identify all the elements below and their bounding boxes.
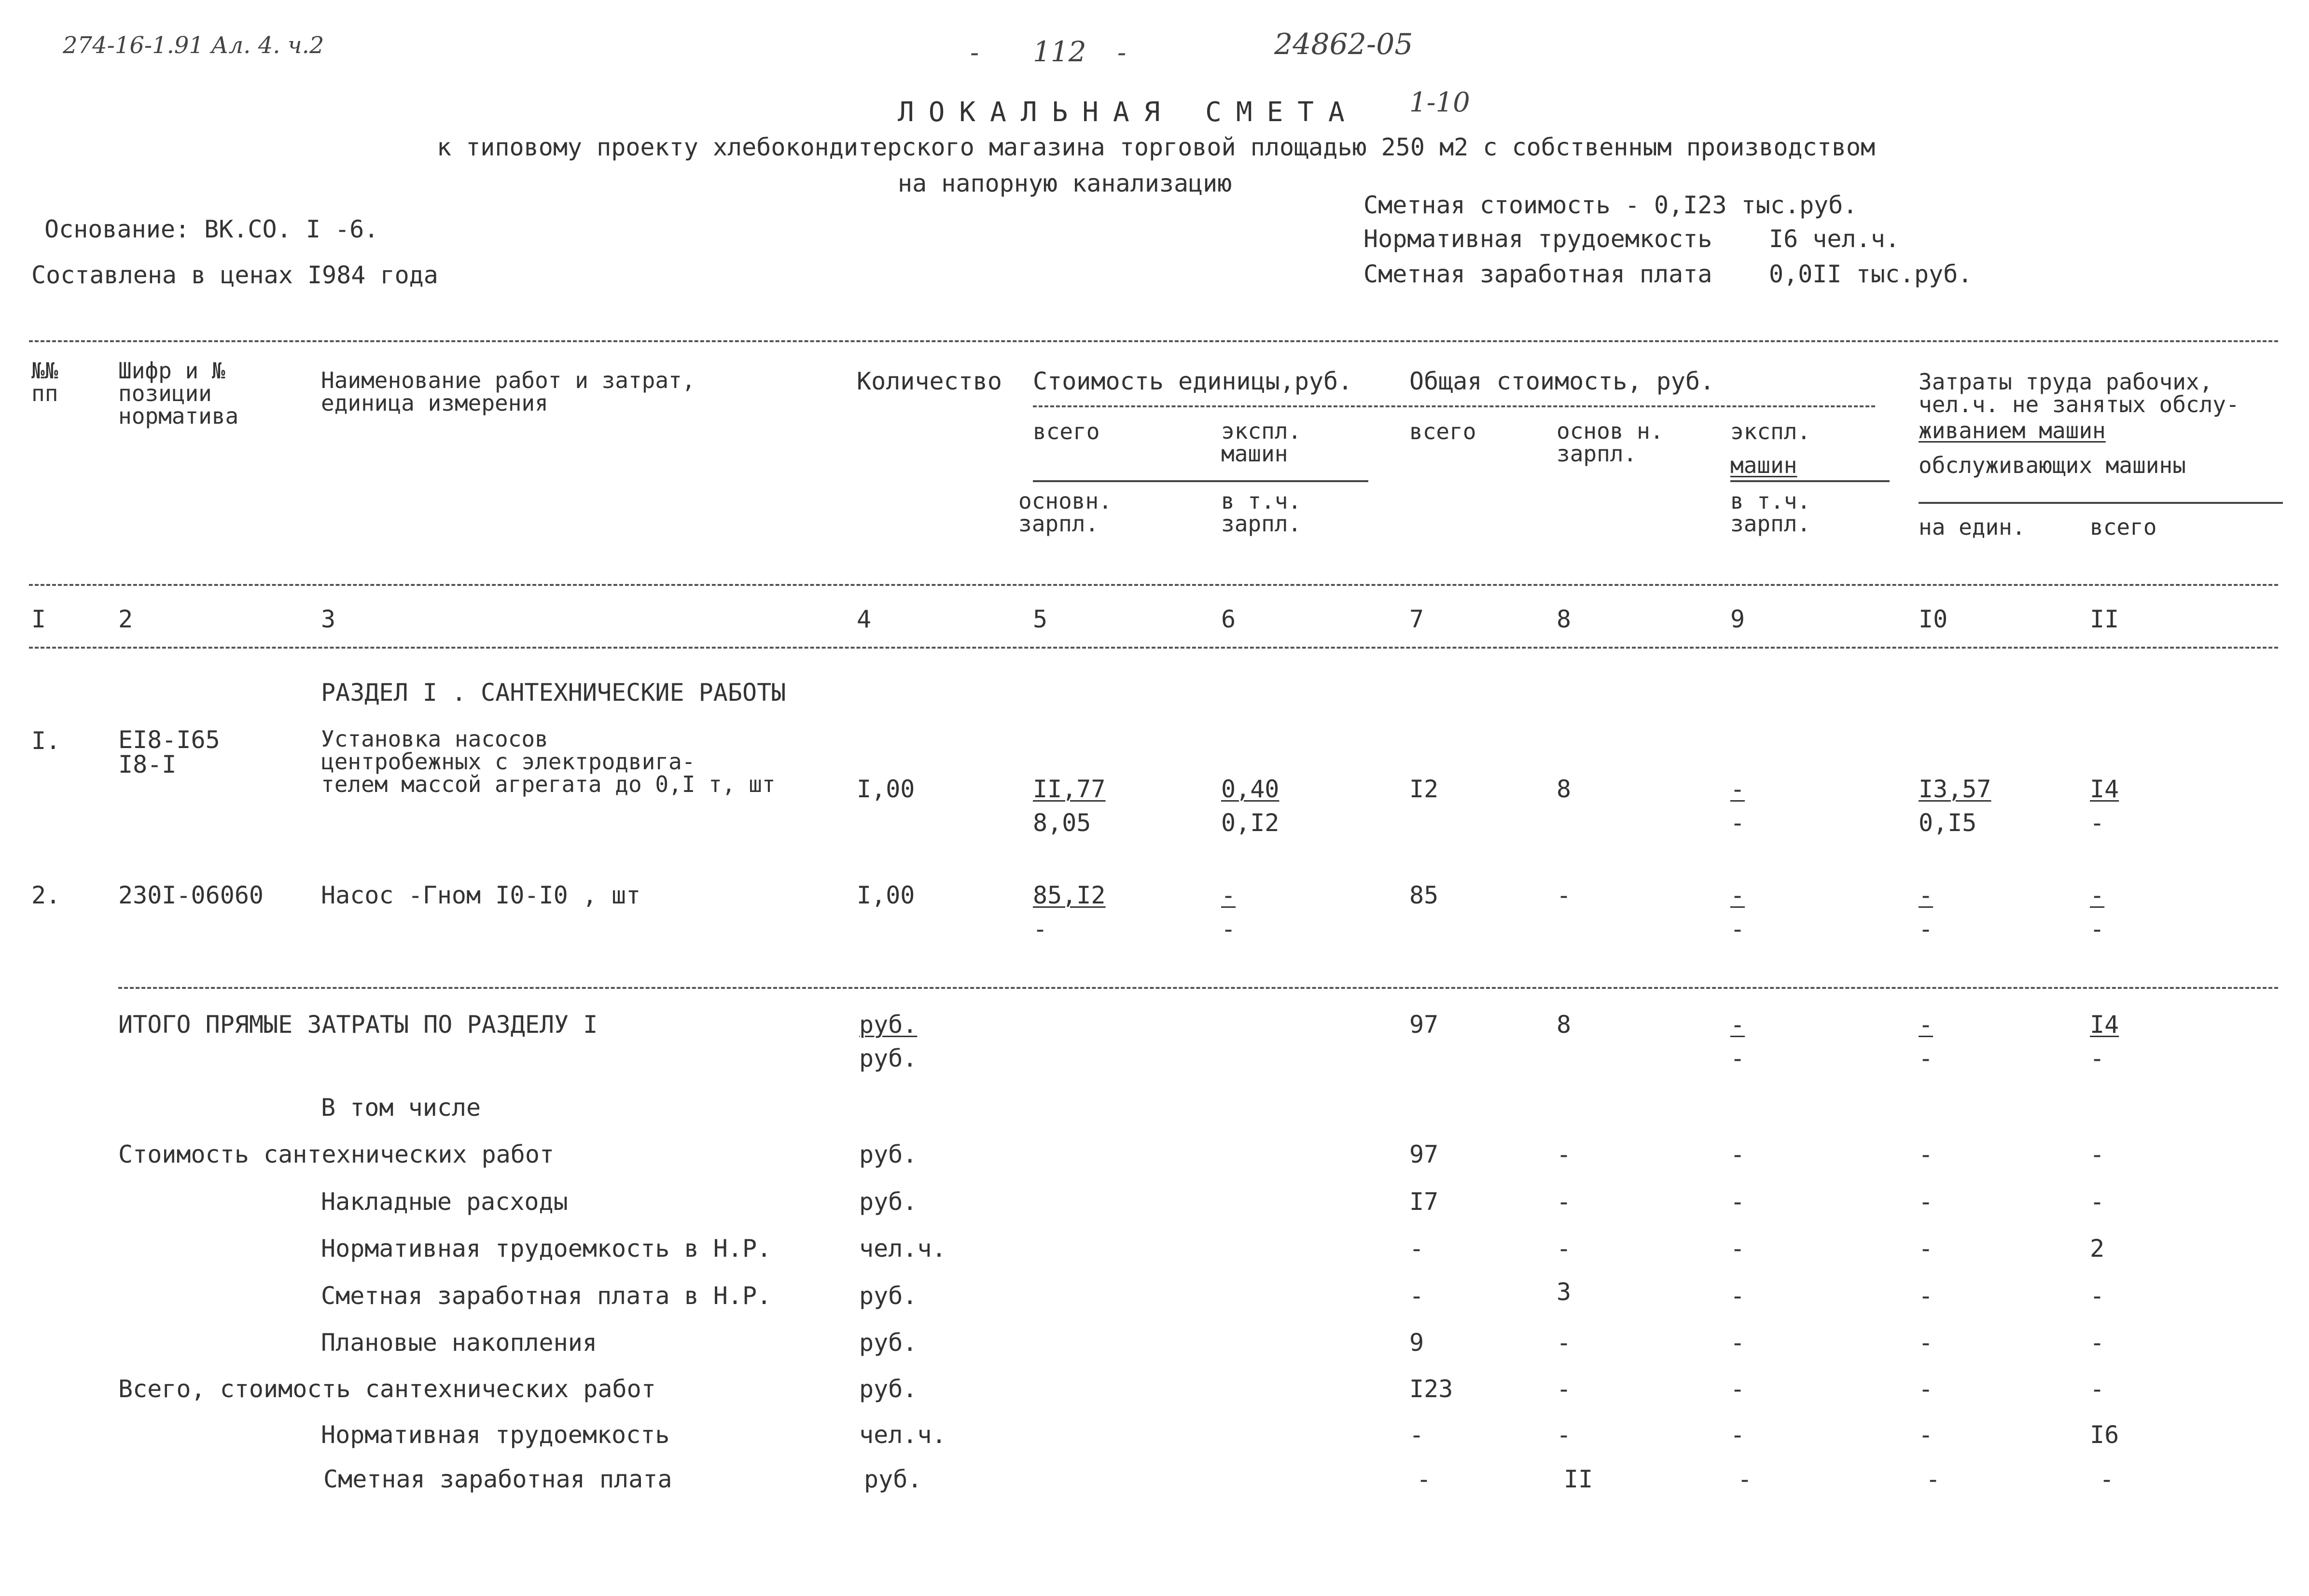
wage-value: 0,0II тыс.руб. xyxy=(1769,260,1973,288)
row-2-qty: I,00 xyxy=(857,881,915,909)
row-1-unit-mach: 0,40 xyxy=(1221,775,1280,803)
summary-row-label: Сметная заработная плата xyxy=(323,1465,672,1493)
summary-row-wage: - xyxy=(1557,1329,1572,1357)
summary-row-label: Нормативная трудоемкость в Н.Р. xyxy=(321,1235,772,1263)
row-1-labor-unit: I3,57 xyxy=(1919,775,1991,803)
totals-total: 97 xyxy=(1409,1011,1439,1039)
summary-row-label: Стоимость сантехнических работ xyxy=(118,1140,555,1168)
summary-row-unit: руб. xyxy=(864,1465,922,1493)
col-number: 3 xyxy=(321,605,336,633)
row-2-total: 85 xyxy=(1409,881,1439,909)
unit-cost-group-header: Стоимость единицы,руб. xyxy=(1033,367,1353,395)
header-bottom-rule xyxy=(29,584,2278,586)
row-2-code: 230I-06060 xyxy=(118,881,264,909)
summary-row-label: Накладные расходы xyxy=(321,1188,568,1216)
labor-group-header: Затраты труда рабочих, чел.ч. не занятых обслу- xyxy=(1919,369,2239,417)
summary-row-total: - xyxy=(1409,1235,1424,1263)
summary-row-labor-unit: - xyxy=(1919,1235,1933,1263)
row-1-unit-mach-wage: 0,I2 xyxy=(1221,809,1280,837)
row-2-unit-total: 85,I2 xyxy=(1033,881,1106,909)
summary-row-wage: - xyxy=(1557,1375,1572,1403)
labor-group-header-underlined: живанием машин xyxy=(1919,417,2106,444)
document-title: ЛОКАЛЬНАЯ СМЕТА xyxy=(898,97,1359,128)
summary-row-total: 9 xyxy=(1409,1329,1424,1357)
col-6-header-top: экспл. машин xyxy=(1221,418,1302,467)
summary-row-labor-total: - xyxy=(2090,1329,2105,1357)
summary-row-labor-total: - xyxy=(2090,1188,2105,1216)
summary-row-labor-total: 2 xyxy=(2090,1235,2105,1263)
col-number: 7 xyxy=(1409,605,1424,633)
summary-row-mach: - xyxy=(1730,1421,1745,1449)
col-3-header: Наименование работ и затрат, единица измерения xyxy=(321,367,695,416)
totals-label: ИТОГО ПРЯМЫЕ ЗАТРАТЫ ПО РАЗДЕЛУ I xyxy=(118,1011,598,1039)
row-2-labor-unit: - xyxy=(1919,881,1933,909)
row-1-total-mach: - xyxy=(1730,775,1745,803)
col-number: 9 xyxy=(1730,605,1745,633)
row-1-labor-total: I4 xyxy=(2090,775,2119,803)
summary-row-wage: - xyxy=(1557,1188,1572,1216)
estimate-cost: Сметная стоимость - 0,I23 тыс.руб. xyxy=(1363,191,1858,219)
col-1-header: №№ пп xyxy=(31,358,58,406)
totals-mach-wage: - xyxy=(1730,1044,1745,1072)
summary-row-total: I7 xyxy=(1409,1188,1439,1216)
col-7-header: всего xyxy=(1409,418,1476,444)
summary-row-labor-unit: - xyxy=(1926,1465,1941,1493)
mach-cost-divider xyxy=(1730,480,1890,482)
summary-row-wage: - xyxy=(1557,1140,1572,1168)
row-2-unit-wage: - xyxy=(1033,915,1048,943)
summary-row-total: I23 xyxy=(1409,1375,1453,1403)
total-cost-group-header: Общая стоимость, руб. xyxy=(1409,367,1715,395)
unit-cost-divider xyxy=(1033,480,1368,482)
totals-unit-top: руб. xyxy=(859,1011,918,1039)
page-dash-left: - xyxy=(970,37,979,68)
summary-row-labor-unit: - xyxy=(1919,1188,1933,1216)
col-number: I0 xyxy=(1919,605,1948,633)
totals-unit-bottom: руб. xyxy=(859,1044,918,1072)
row-2-unit-mach-wage: - xyxy=(1221,915,1236,943)
group-header-rule xyxy=(1033,405,1875,407)
page-number: 112 xyxy=(1033,35,1086,68)
totals-mach: - xyxy=(1730,1011,1745,1039)
labor-intensity-value: I6 чел.ч. xyxy=(1769,225,1900,253)
summary-row-mach: - xyxy=(1730,1188,1745,1216)
col-8-header: основ н. зарпл. xyxy=(1557,418,1664,467)
summary-row-mach: - xyxy=(1730,1282,1745,1310)
summary-row-labor-unit: - xyxy=(1919,1282,1933,1310)
totals-labor-unit: - xyxy=(1919,1011,1933,1039)
summary-row-labor-unit: - xyxy=(1919,1329,1933,1357)
row-1-code: EI8-I65 I8-I xyxy=(118,726,220,778)
totals-labor-total-serv: - xyxy=(2090,1044,2105,1072)
summary-row-unit: руб. xyxy=(859,1188,918,1216)
summary-row-mach: - xyxy=(1730,1329,1745,1357)
prices-line: Составлена в ценах I984 года xyxy=(31,261,438,289)
summary-row-labor-unit: - xyxy=(1919,1140,1933,1168)
col-number: I xyxy=(31,605,46,633)
including-label: В том числе xyxy=(321,1094,481,1122)
registration-number: 24862-05 xyxy=(1274,28,1413,61)
summary-row-mach: - xyxy=(1730,1140,1745,1168)
summary-row-mach: - xyxy=(1730,1235,1745,1263)
document-subtitle-2: на напорную канализацию xyxy=(898,169,1232,197)
summary-row-labor-total: I6 xyxy=(2090,1421,2119,1449)
row-2-labor-total-serv: - xyxy=(2090,915,2105,943)
row-1-labor-total-serv: - xyxy=(2090,809,2105,837)
row-2-labor-total: - xyxy=(2090,881,2105,909)
col-5-header-top: всего xyxy=(1033,418,1100,444)
estimate-number: 1-10 xyxy=(1409,87,1470,118)
page-dash-right: - xyxy=(1117,37,1127,68)
summary-row-labor-unit: - xyxy=(1919,1421,1933,1449)
col-9-header-top: экспл. xyxy=(1730,418,1811,444)
summary-row-unit: руб. xyxy=(859,1140,918,1168)
summary-row-wage: II xyxy=(1564,1465,1593,1493)
handwritten-corner-code: 274-16-1.91 Ал. 4. ч.2 xyxy=(63,32,324,59)
summary-row-unit: руб. xyxy=(859,1375,918,1403)
col-number: 2 xyxy=(118,605,133,633)
row-1-number: I. xyxy=(31,727,61,755)
summary-row-unit: чел.ч. xyxy=(859,1421,946,1449)
col-9-header-bottom: в т.ч. зарпл. xyxy=(1730,488,1811,537)
totals-total-wage: 8 xyxy=(1557,1011,1572,1039)
col-11-header: всего xyxy=(2090,514,2157,540)
row-1-unit-total: II,77 xyxy=(1033,775,1106,803)
summary-row-labor-total: - xyxy=(2100,1465,2114,1493)
col-number: 5 xyxy=(1033,605,1048,633)
summary-row-total: - xyxy=(1417,1465,1432,1493)
summary-row-labor-total: - xyxy=(2090,1140,2105,1168)
basis-line: Основание: ВК.СО. I -6. xyxy=(44,215,379,243)
table-top-rule xyxy=(29,340,2278,342)
row-2-total-mach-wage: - xyxy=(1730,915,1745,943)
col-number: 4 xyxy=(857,605,872,633)
col-number-rule xyxy=(29,647,2278,649)
summary-row-unit: руб. xyxy=(859,1282,918,1310)
col-10-header: на един. xyxy=(1919,514,2026,540)
summary-row-wage: - xyxy=(1557,1421,1572,1449)
summary-row-labor-total: - xyxy=(2090,1375,2105,1403)
totals-rule xyxy=(118,987,2278,989)
summary-row-unit: чел.ч. xyxy=(859,1235,946,1263)
row-2-labor-unit-serv: - xyxy=(1919,915,1933,943)
summary-row-wage: - xyxy=(1557,1235,1572,1263)
summary-row-mach: - xyxy=(1730,1375,1745,1403)
summary-row-wage: 3 xyxy=(1557,1278,1572,1306)
labor-serving-header: обслуживающих машины xyxy=(1919,452,2186,478)
row-1-total: I2 xyxy=(1409,775,1439,803)
col-number: 6 xyxy=(1221,605,1236,633)
summary-row-label: Сметная заработная плата в Н.Р. xyxy=(321,1282,772,1310)
summary-row-total: - xyxy=(1409,1282,1424,1310)
row-1-unit-wage: 8,05 xyxy=(1033,809,1091,837)
summary-row-unit: руб. xyxy=(859,1329,918,1357)
row-2-unit-mach: - xyxy=(1221,881,1236,909)
summary-row-labor-total: - xyxy=(2090,1282,2105,1310)
totals-labor-total: I4 xyxy=(2090,1011,2119,1039)
summary-row-labor-unit: - xyxy=(1919,1375,1933,1403)
row-2-name: Насос -Гном I0-I0 , шт xyxy=(321,881,641,909)
col-5-header-bottom: основн. зарпл. xyxy=(1018,488,1112,537)
row-1-name: Установка насосов центробежных с электродвига- телем массой агрегата до 0,I т, шт xyxy=(321,726,776,797)
wage-label: Сметная заработная плата xyxy=(1363,260,1712,288)
summary-row-total: 97 xyxy=(1409,1140,1439,1168)
row-1-total-wage: 8 xyxy=(1557,775,1572,803)
summary-row-mach: - xyxy=(1738,1465,1753,1493)
document-subtitle: к типовому проекту хлебокондитерского магазина торговой площадью 250 м2 с собственным производством xyxy=(437,133,1876,161)
row-2-number: 2. xyxy=(31,881,61,909)
labor-intensity-label: Нормативная трудоемкость xyxy=(1363,225,1712,253)
row-1-qty: I,00 xyxy=(857,775,915,803)
row-1-total-mach-wage: - xyxy=(1730,809,1745,837)
row-2-total-mach: - xyxy=(1730,881,1745,909)
col-number: II xyxy=(2090,605,2119,633)
col-number: 8 xyxy=(1557,605,1572,633)
row-2-total-wage: - xyxy=(1557,881,1572,909)
summary-row-label: Всего, стоимость сантехнических работ xyxy=(118,1375,656,1403)
section-title: РАЗДЕЛ I . САНТЕХНИЧЕСКИЕ РАБОТЫ xyxy=(321,679,786,707)
summary-row-label: Нормативная трудоемкость xyxy=(321,1421,670,1449)
summary-row-label: Плановые накопления xyxy=(321,1329,597,1357)
col-2-header: Шифр и № позиции норматива xyxy=(118,358,239,429)
col-9-header-top-underlined: машин xyxy=(1730,452,1797,478)
totals-labor-unit-serv: - xyxy=(1919,1044,1933,1072)
col-6-header-bottom: в т.ч. зарпл. xyxy=(1221,488,1302,537)
row-1-labor-unit-serv: 0,I5 xyxy=(1919,809,1977,837)
summary-row-total: - xyxy=(1409,1421,1424,1449)
col-4-header: Количество xyxy=(857,367,1002,395)
labor-serving-divider xyxy=(1919,502,2283,504)
